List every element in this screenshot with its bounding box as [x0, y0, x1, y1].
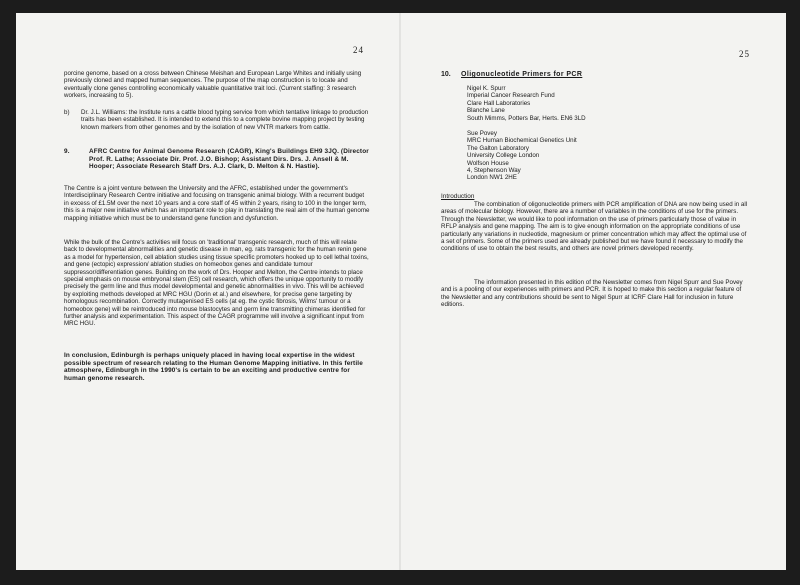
paragraph-1: The Centre is a joint venture between the University and the AFRC, established under the government's Interdisciplinary Research Centre initiative and focusing on transgenic animal biology. With a recurrent budget in excess of £1.5M over the next 10 years and a core staff of 45 within 2 years, rising to 100 in the longer term, this is a major new initiative which has an important role to play in translating the real aim of the human genome mapping initiative which must be to understand gene function and dysfunction. — [64, 185, 370, 222]
page-number: 24 — [353, 45, 364, 55]
paragraph-1-block — [64, 185, 370, 222]
section-9-heading: AFRC Centre for Animal Genome Research (CAGR), King's Buildings EH9 3JQ. (Director Prof. R. Lathe; Associate Dir. Prof. J.O. Bishop; Assistant Dirs. Drs. J. Ansell & M. Hooper; Associate Research Staff Drs. A.J. Clark, D. Melton & N. Hastie). — [89, 148, 369, 171]
section-9-number: 9. — [64, 148, 70, 155]
item-b — [64, 109, 370, 131]
address-line: The Galton Laboratory — [467, 144, 529, 152]
paragraph-2-block — [64, 239, 370, 328]
address-line: MRC Human Biochemical Genetics Unit — [467, 137, 577, 145]
introduction-paragraph-1: The combination of oligonucleotide primers with PCR amplification of DNA are now being used in all areas of molecular biology. However, there are a number of variables in the conditions of use for the primers. Through the Newsletter, we would like to pool information on the use of primers particularly those of value in RFLP analysis and gene mapping. The aim is to give enough information on the appropriate conditions of use particularly any variations in nucleotide, magnesium or primer concentration which may affect the optimal use of a set of primers. Some of the primers used are already published but we have found it necessary to modify the conditions of use to obtain the best results, and others are novel primers developed recently. — [441, 201, 748, 253]
item-b-label: b) — [64, 109, 70, 116]
page-number: 25 — [739, 49, 750, 59]
address-line: University College London — [467, 152, 540, 160]
address-line: Sue Povey — [467, 130, 497, 137]
right-page — [401, 13, 786, 570]
left-page — [16, 13, 399, 570]
introduction-paragraph-2: The information presented in this edition of the Newsletter comes from Nigel Spurr and Sue Povey and is a pooling of our experiences with primers and PCR. It is hoped to make this section a regular feature of the Newsletter and any contributions should be sent to Nigel Spurr at ICRF Clare Hall for inclusion in future editions. — [441, 279, 743, 309]
section-9-heading-block — [64, 148, 370, 171]
section-10-title: Oligonucleotide Primers for PCR — [461, 71, 583, 78]
address-line: London NW1 2HE — [467, 174, 517, 182]
paragraph-2: While the bulk of the Centre's activities will focus on 'traditional' transgenic research, much of this will relate back to developmental abnormalities and genetic disease in man, eg. rats transgenic for the human renin gene as a model for hypertension, cell ablation studies using tissue specific promoters hooked up to cell lethal toxins, and gene (ectopic) expression/ ablation studies on homeobox genes and candidate tumour suppressor/differentiation genes. Building on the work of Drs. Hooper and Melton, the Centre intends to place special emphasis on mouse embryonal stem (ES) cell research, which offers the unique opportunity to modify precisely the germ line and thus model developmental and genetic abnormalities in vivo. This will be achieved by exploiting methods developed at MRC HGU (Dorin et al.) and elsewhere, for precise gene targeting by homologous recombination. Correctly mutagenised ES cells (at eg. the cystic fibrosis, Wilms' tumour or a homeobox gene) will be reintroduced into mouse blastocytes and germ line transmitting chimeras identified for further analysis and experimentation. This aspect of the CAGR programme will involve a significant input from MRC HGU. — [64, 239, 369, 328]
address-block-1 — [467, 85, 727, 122]
address-line: Wolfson House — [467, 159, 509, 167]
address-line: Blanche Lane — [467, 107, 505, 115]
introduction-paragraph-1-block — [441, 201, 751, 253]
section-10-number: 10. — [441, 71, 451, 78]
address-line: 4, Stephenson Way — [467, 167, 521, 175]
address-line: South Mimms, Potters Bar, Herts. EN6 3LD — [467, 114, 586, 122]
intro-paragraph-block — [64, 70, 370, 100]
intro-paragraph: porcine genome, based on a cross between Chinese Meishan and European Large Whites and initially using previously cloned and mapped human sequences. The purpose of the map construction is to locate and eventually clone genes controlling economically valuable quantitative trait loci. (Current staffing: 3 research workers, increasing to 5). — [64, 70, 362, 100]
address-line: Nigel K. Spurr — [467, 85, 506, 92]
address-line: Clare Hall Laboratories — [467, 99, 531, 107]
item-b-text: Dr. J.L. Williams: the Institute runs a cattle blood typing service from which tentative linkage to production traits has been established. It is intended to extend this to a complete bovine mapping project by testing known markers from other genomes and by the isolation of new VNTR markers from cattle. — [81, 109, 369, 131]
introduction-paragraph-2-block — [441, 279, 751, 309]
conclusion: In conclusion, Edinburgh is perhaps uniquely placed in having local expertise in the widest possible spectrum of research relating to the Human Genome Mapping initiative. In this fertile atmosphere, Edinburgh in the 1990's is certain to be an exciting and productive centre for human genome research. — [64, 352, 363, 382]
introduction-heading: Introduction — [441, 193, 475, 200]
address-line: Imperial Cancer Research Fund — [467, 92, 555, 100]
conclusion-block — [64, 352, 370, 382]
address-block-2 — [467, 130, 727, 182]
section-10-heading — [441, 71, 741, 78]
